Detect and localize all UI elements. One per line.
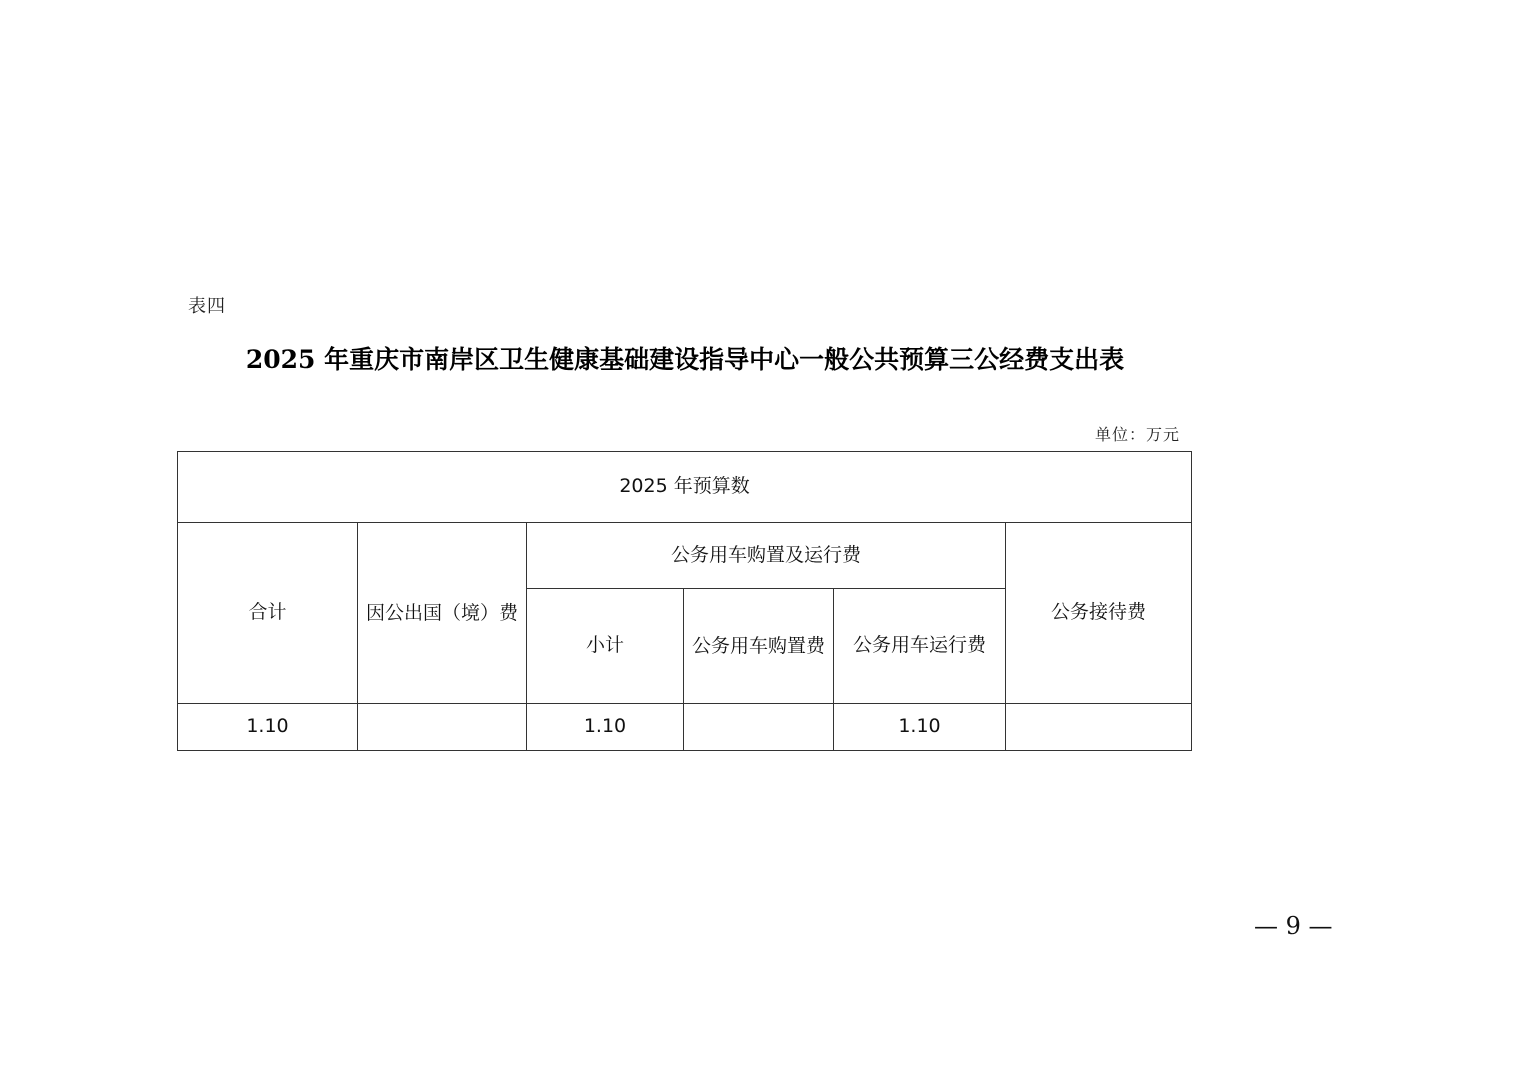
cell-total: 1.10 — [178, 704, 358, 751]
header-vehicle-group: 公务用车购置及运行费 — [527, 523, 1006, 589]
cell-overseas — [358, 704, 527, 751]
document-title: 2025 年重庆市南岸区卫生健康基础建设指导中心一般公共预算三公经费支出表 — [245, 345, 1125, 374]
header-vehicle-operation: 公务用车运行费 — [834, 589, 1006, 704]
table-label: 表四 — [188, 296, 226, 317]
header-overseas: 因公出国（境）费 — [358, 523, 527, 704]
cell-subtotal: 1.10 — [527, 704, 684, 751]
header-subtotal: 小计 — [527, 589, 684, 704]
budget-table — [177, 451, 1192, 751]
table-header-row-top — [178, 452, 1192, 523]
header-reception: 公务接待费 — [1006, 523, 1192, 704]
unit-label: 单位：万元 — [1094, 425, 1180, 444]
table-header-row-group — [178, 523, 1192, 589]
header-total: 合计 — [178, 523, 358, 704]
page-number: — 9 — — [1254, 912, 1333, 940]
cell-vehicle-operation: 1.10 — [834, 704, 1006, 751]
header-budget-year: 2025 年预算数 — [178, 452, 1192, 523]
cell-reception — [1006, 704, 1192, 751]
table-row — [178, 704, 1192, 751]
cell-vehicle-purchase — [684, 704, 834, 751]
header-vehicle-purchase: 公务用车购置费 — [684, 589, 834, 704]
